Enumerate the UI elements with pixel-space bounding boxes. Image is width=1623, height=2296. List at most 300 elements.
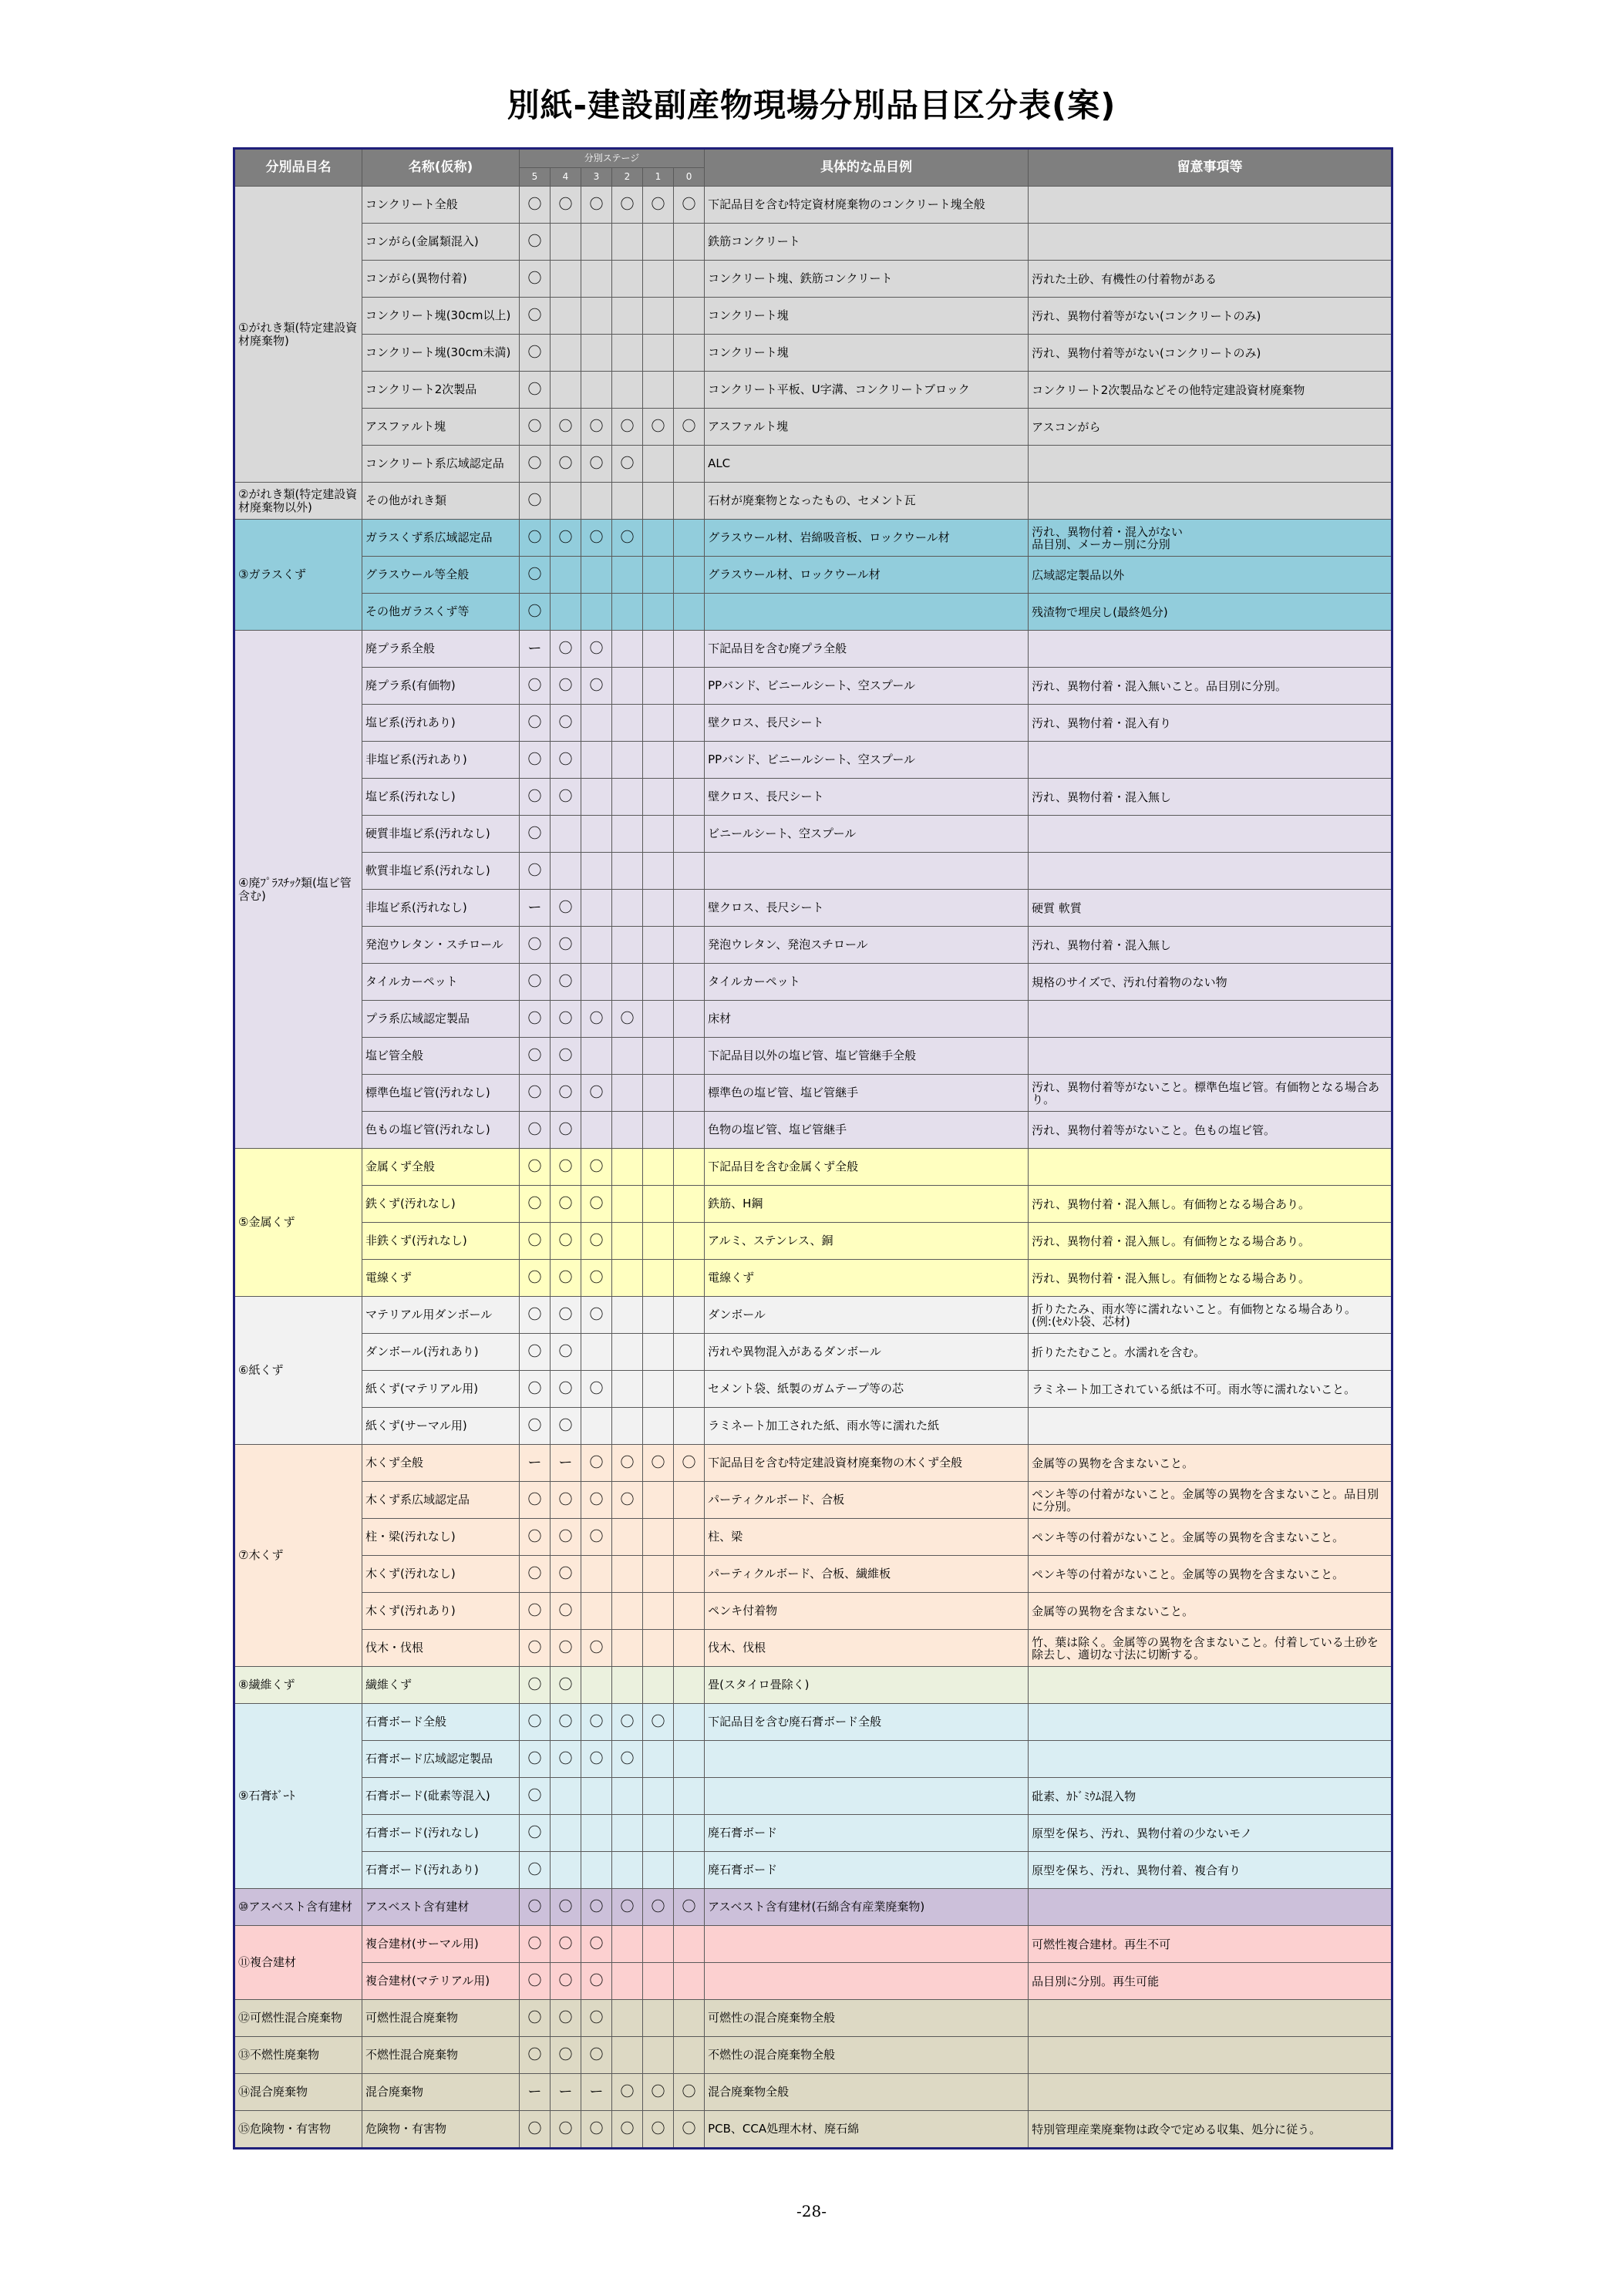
stage-mark-cell xyxy=(612,1408,643,1445)
table-body xyxy=(234,187,1392,2149)
stage-mark-cell: 〇 xyxy=(551,1371,581,1408)
stage-mark-cell: 〇 xyxy=(612,1889,643,1926)
table-row xyxy=(234,1778,1392,1815)
table-row xyxy=(234,2111,1392,2149)
stage-mark-cell xyxy=(551,1778,581,1815)
stage-mark-cell xyxy=(612,298,643,335)
stage-mark-cell xyxy=(643,1741,674,1778)
example-cell: 石材が廃棄物となったもの、セメント瓦 xyxy=(705,483,1029,520)
note-cell: 砒素、ｶﾄﾞﾐｳﾑ混入物 xyxy=(1029,1778,1392,1815)
stage-mark-cell xyxy=(643,520,674,557)
note-cell: 汚れた土砂、有機性の付着物がある xyxy=(1029,261,1392,298)
example-cell: 下記品目以外の塩ビ管、塩ビ管継手全般 xyxy=(705,1038,1029,1075)
stage-mark-cell xyxy=(674,1741,705,1778)
stage-mark-cell: 〇 xyxy=(643,187,674,224)
stage-mark-cell: 〇 xyxy=(520,1556,551,1593)
example-cell: 下記品目を含む廃プラ全般 xyxy=(705,631,1029,668)
category-cell: ③ガラスくず xyxy=(234,520,362,631)
stage-mark-cell: 〇 xyxy=(551,1297,581,1334)
stage-mark-cell: 〇 xyxy=(612,409,643,446)
table-row xyxy=(234,1741,1392,1778)
note-cell: アスコンがら xyxy=(1029,409,1392,446)
category-cell: ⑧繊維くず xyxy=(234,1667,362,1704)
table-row xyxy=(234,1001,1392,1038)
header-example: 具体的な品目例 xyxy=(705,149,1029,187)
stage-mark-cell: 〇 xyxy=(520,1741,551,1778)
stage-mark-cell: 〇 xyxy=(520,668,551,705)
stage-mark-cell xyxy=(674,742,705,779)
stage-mark-cell: 〇 xyxy=(612,2111,643,2149)
stage-mark-cell: 〇 xyxy=(612,1482,643,1519)
note-cell: コンクリート2次製品などその他特定建設資材廃棄物 xyxy=(1029,372,1392,409)
stage-mark-cell xyxy=(643,1852,674,1889)
item-name-cell: アスファルト塊 xyxy=(362,409,520,446)
stage-mark-cell xyxy=(612,372,643,409)
note-cell: 原型を保ち、汚れ、異物付着、複合有り xyxy=(1029,1852,1392,1889)
table-row xyxy=(234,298,1392,335)
example-cell: 可燃性の混合廃棄物全般 xyxy=(705,2000,1029,2037)
stage-mark-cell xyxy=(581,483,612,520)
stage-mark-cell: 〇 xyxy=(551,890,581,927)
item-name-cell: 発泡ウレタン・スチロール xyxy=(362,927,520,964)
example-cell: 畳(スタイロ畳除く) xyxy=(705,1667,1029,1704)
stage-mark-cell xyxy=(674,446,705,483)
stage-mark-cell xyxy=(612,335,643,372)
stage-mark-cell: 〇 xyxy=(612,1704,643,1741)
stage-mark-cell: 〇 xyxy=(520,594,551,631)
stage-mark-cell: 〇 xyxy=(581,446,612,483)
stage-mark-cell xyxy=(643,816,674,853)
example-cell xyxy=(705,1926,1029,1963)
stage-mark-cell: 〇 xyxy=(551,1260,581,1297)
stage-mark-cell xyxy=(674,927,705,964)
note-cell: 汚れ、異物付着等がないこと。色もの塩ビ管。 xyxy=(1029,1112,1392,1149)
stage-mark-cell: 〇 xyxy=(551,1186,581,1223)
stage-mark-cell xyxy=(581,927,612,964)
stage-mark-cell xyxy=(612,779,643,816)
item-name-cell: 硬質非塩ビ系(汚れなし) xyxy=(362,816,520,853)
table-row xyxy=(234,853,1392,890)
stage-mark-cell xyxy=(674,1593,705,1630)
stage-mark-cell: 〇 xyxy=(581,631,612,668)
note-cell: 残渣物で埋戻し(最終処分) xyxy=(1029,594,1392,631)
item-name-cell: 不燃性混合廃棄物 xyxy=(362,2037,520,2074)
note-cell: ペンキ等の付着がないこと。金属等の異物を含まないこと。 xyxy=(1029,1519,1392,1556)
table-row xyxy=(234,1038,1392,1075)
stage-mark-cell: 〇 xyxy=(551,742,581,779)
stage-mark-cell xyxy=(674,224,705,261)
example-cell: 廃石膏ボード xyxy=(705,1852,1029,1889)
stage-mark-cell: 〇 xyxy=(520,1815,551,1852)
stage-mark-cell xyxy=(551,816,581,853)
stage-mark-cell: 〇 xyxy=(551,1223,581,1260)
stage-mark-cell: 〇 xyxy=(551,631,581,668)
stage-mark-cell: 〇 xyxy=(551,1741,581,1778)
note-cell xyxy=(1029,483,1392,520)
stage-mark-cell: 〇 xyxy=(551,1667,581,1704)
table-row xyxy=(234,1556,1392,1593)
category-cell: ⑫可燃性混合廃棄物 xyxy=(234,2000,362,2037)
stage-mark-cell: 〇 xyxy=(612,2074,643,2111)
stage-mark-cell: 〇 xyxy=(612,187,643,224)
stage-mark-cell xyxy=(551,224,581,261)
example-cell: セメント袋、紙製のガムテープ等の芯 xyxy=(705,1371,1029,1408)
stage-mark-cell xyxy=(612,927,643,964)
note-cell: 汚れ、異物付着・混入無いこと。品目別に分別。 xyxy=(1029,668,1392,705)
example-cell: ペンキ付着物 xyxy=(705,1593,1029,1630)
stage-mark-cell xyxy=(674,594,705,631)
stage-mark-cell: 〇 xyxy=(551,1075,581,1112)
table-row xyxy=(234,187,1392,224)
stage-mark-cell xyxy=(643,1778,674,1815)
stage-mark-cell xyxy=(643,335,674,372)
stage-mark-cell xyxy=(612,1778,643,1815)
stage-mark-cell: 〇 xyxy=(551,1482,581,1519)
stage-mark-cell xyxy=(674,853,705,890)
stage-mark-cell: 〇 xyxy=(520,742,551,779)
example-cell xyxy=(705,1963,1029,2000)
stage-mark-cell xyxy=(643,927,674,964)
header-stage-1: 1 xyxy=(643,168,674,187)
note-cell xyxy=(1029,631,1392,668)
stage-mark-cell: 〇 xyxy=(520,1630,551,1667)
stage-mark-cell xyxy=(674,1778,705,1815)
table-row xyxy=(234,261,1392,298)
note-cell xyxy=(1029,2074,1392,2111)
note-cell: 汚れ、異物付着・混入無し。有価物となる場合あり。 xyxy=(1029,1260,1392,1297)
table-row xyxy=(234,594,1392,631)
stage-mark-cell: 〇 xyxy=(551,1630,581,1667)
item-name-cell: 金属くず全般 xyxy=(362,1149,520,1186)
stage-mark-cell xyxy=(551,594,581,631)
note-cell xyxy=(1029,1408,1392,1445)
stage-mark-cell xyxy=(674,1482,705,1519)
stage-mark-cell xyxy=(674,1963,705,2000)
item-name-cell: 木くず(汚れあり) xyxy=(362,1593,520,1630)
item-name-cell: コンがら(金属類混入) xyxy=(362,224,520,261)
stage-mark-cell xyxy=(581,853,612,890)
stage-mark-cell xyxy=(612,1519,643,1556)
item-name-cell: 木くず全般 xyxy=(362,1445,520,1482)
stage-mark-cell xyxy=(612,890,643,927)
stage-mark-cell xyxy=(674,631,705,668)
stage-mark-cell xyxy=(612,1186,643,1223)
stage-mark-cell xyxy=(643,2000,674,2037)
stage-mark-cell xyxy=(612,1371,643,1408)
stage-mark-cell: 〇 xyxy=(612,520,643,557)
table-row xyxy=(234,631,1392,668)
stage-mark-cell xyxy=(612,1334,643,1371)
table-row xyxy=(234,1815,1392,1852)
stage-mark-cell xyxy=(643,779,674,816)
note-cell: 竹、葉は除く。金属等の異物を含まないこと。付着している土砂を除去し、適切な寸法に切断する。 xyxy=(1029,1630,1392,1667)
stage-mark-cell: ー xyxy=(520,1445,551,1482)
category-cell: ⑤金属くず xyxy=(234,1149,362,1297)
stage-mark-cell xyxy=(612,557,643,594)
item-name-cell: 危険物・有害物 xyxy=(362,2111,520,2149)
stage-mark-cell: 〇 xyxy=(581,2000,612,2037)
stage-mark-cell: 〇 xyxy=(551,1038,581,1075)
stage-mark-cell xyxy=(643,557,674,594)
example-cell: パーティクルボード、合板 xyxy=(705,1482,1029,1519)
stage-mark-cell xyxy=(612,705,643,742)
stage-mark-cell: 〇 xyxy=(520,1075,551,1112)
example-cell: 廃石膏ボード xyxy=(705,1815,1029,1852)
note-cell xyxy=(1029,1889,1392,1926)
note-cell: 硬質 軟質 xyxy=(1029,890,1392,927)
example-cell: 発泡ウレタン、発泡スチロール xyxy=(705,927,1029,964)
stage-mark-cell xyxy=(551,372,581,409)
stage-mark-cell xyxy=(643,890,674,927)
item-name-cell: 非塩ビ系(汚れあり) xyxy=(362,742,520,779)
stage-mark-cell xyxy=(612,1075,643,1112)
stage-mark-cell: 〇 xyxy=(581,1186,612,1223)
stage-mark-cell xyxy=(643,1038,674,1075)
stage-mark-cell: 〇 xyxy=(674,2111,705,2149)
stage-mark-cell: 〇 xyxy=(674,187,705,224)
note-cell xyxy=(1029,1149,1392,1186)
stage-mark-cell xyxy=(643,1260,674,1297)
stage-mark-cell xyxy=(612,1963,643,2000)
item-name-cell: その他ガラスくず等 xyxy=(362,594,520,631)
note-cell: 折りたたみ、雨水等に濡れないこと。有価物となる場合あり。 (例:(ｾﾒﾝﾄ袋、芯材) xyxy=(1029,1297,1392,1334)
stage-mark-cell xyxy=(643,1371,674,1408)
stage-mark-cell: 〇 xyxy=(674,1445,705,1482)
stage-mark-cell: 〇 xyxy=(581,1260,612,1297)
example-cell: PPバンド、ビニールシート、空スプール xyxy=(705,668,1029,705)
stage-mark-cell xyxy=(581,1815,612,1852)
header-category: 分別品目名 xyxy=(234,149,362,187)
stage-mark-cell: 〇 xyxy=(674,2074,705,2111)
example-cell: 色物の塩ビ管、塩ビ管継手 xyxy=(705,1112,1029,1149)
stage-mark-cell: 〇 xyxy=(520,2000,551,2037)
item-name-cell: 色もの塩ビ管(汚れなし) xyxy=(362,1112,520,1149)
item-name-cell: 廃プラ系(有価物) xyxy=(362,668,520,705)
table-row xyxy=(234,890,1392,927)
stage-mark-cell xyxy=(551,335,581,372)
table-row xyxy=(234,705,1392,742)
note-cell: 汚れ、異物付着・混入無し xyxy=(1029,927,1392,964)
stage-mark-cell: 〇 xyxy=(520,2037,551,2074)
stage-mark-cell: 〇 xyxy=(581,1223,612,1260)
example-cell: ビニールシート、空スプール xyxy=(705,816,1029,853)
stage-mark-cell: ー xyxy=(551,1445,581,1482)
example-cell: タイルカーペット xyxy=(705,964,1029,1001)
stage-mark-cell: 〇 xyxy=(581,520,612,557)
stage-mark-cell: 〇 xyxy=(520,1334,551,1371)
note-cell xyxy=(1029,1667,1392,1704)
example-cell: ダンボール xyxy=(705,1297,1029,1334)
stage-mark-cell: 〇 xyxy=(581,1704,612,1741)
stage-mark-cell xyxy=(674,1667,705,1704)
stage-mark-cell: 〇 xyxy=(520,1371,551,1408)
stage-mark-cell xyxy=(643,964,674,1001)
stage-mark-cell xyxy=(643,224,674,261)
example-cell: 不燃性の混合廃棄物全般 xyxy=(705,2037,1029,2074)
example-cell: PPバンド、ビニールシート、空スプール xyxy=(705,742,1029,779)
stage-mark-cell xyxy=(674,557,705,594)
stage-mark-cell xyxy=(551,483,581,520)
stage-mark-cell xyxy=(612,224,643,261)
item-name-cell: 塩ビ管全般 xyxy=(362,1038,520,1075)
item-name-cell: 柱・梁(汚れなし) xyxy=(362,1519,520,1556)
category-cell: ④廃ﾌﾟﾗｽﾁｯｸ類(塩ビ管含む) xyxy=(234,631,362,1149)
stage-mark-cell xyxy=(551,298,581,335)
stage-mark-cell xyxy=(674,1630,705,1667)
note-cell: 汚れ、異物付着・混入無し xyxy=(1029,779,1392,816)
item-name-cell: コンクリート全般 xyxy=(362,187,520,224)
stage-mark-cell xyxy=(674,1852,705,1889)
stage-mark-cell: 〇 xyxy=(520,1667,551,1704)
stage-mark-cell xyxy=(674,1001,705,1038)
table-row xyxy=(234,1630,1392,1667)
example-cell: 鉄筋コンクリート xyxy=(705,224,1029,261)
note-cell xyxy=(1029,1704,1392,1741)
note-cell: 汚れ、異物付着・混入有り xyxy=(1029,705,1392,742)
example-cell xyxy=(705,1778,1029,1815)
item-name-cell: 伐木・伐根 xyxy=(362,1630,520,1667)
stage-mark-cell: 〇 xyxy=(520,779,551,816)
table-row xyxy=(234,483,1392,520)
stage-mark-cell: 〇 xyxy=(520,557,551,594)
stage-mark-cell xyxy=(674,1075,705,1112)
stage-mark-cell: 〇 xyxy=(520,927,551,964)
stage-mark-cell: 〇 xyxy=(520,335,551,372)
stage-mark-cell: 〇 xyxy=(520,1926,551,1963)
stage-mark-cell xyxy=(674,1186,705,1223)
stage-mark-cell xyxy=(643,742,674,779)
stage-mark-cell xyxy=(581,557,612,594)
note-cell xyxy=(1029,1741,1392,1778)
stage-mark-cell: 〇 xyxy=(551,187,581,224)
stage-mark-cell: 〇 xyxy=(551,927,581,964)
item-name-cell: 石膏ボード広域認定製品 xyxy=(362,1741,520,1778)
stage-mark-cell: 〇 xyxy=(520,1852,551,1889)
stage-mark-cell: 〇 xyxy=(520,964,551,1001)
stage-mark-cell: 〇 xyxy=(581,1926,612,1963)
stage-mark-cell: 〇 xyxy=(551,2111,581,2149)
stage-mark-cell xyxy=(643,668,674,705)
page-title: 別紙-建設副産物現場分別品目区分表(案) xyxy=(507,86,1116,124)
stage-mark-cell: 〇 xyxy=(581,409,612,446)
stage-mark-cell xyxy=(612,1260,643,1297)
stage-mark-cell xyxy=(674,964,705,1001)
item-name-cell: 標準色塩ビ管(汚れなし) xyxy=(362,1075,520,1112)
stage-mark-cell: 〇 xyxy=(551,409,581,446)
item-name-cell: 可燃性混合廃棄物 xyxy=(362,2000,520,2037)
stage-mark-cell: 〇 xyxy=(520,1889,551,1926)
example-cell: ALC xyxy=(705,446,1029,483)
category-cell: ⑨石膏ﾎﾞｰﾄ xyxy=(234,1704,362,1889)
note-cell: ペンキ等の付着がないこと。金属等の異物を含まないこと。品目別に分別。 xyxy=(1029,1482,1392,1519)
stage-mark-cell xyxy=(643,853,674,890)
note-cell: 汚れ、異物付着・混入がない 品目別、メーカー別に分別 xyxy=(1029,520,1392,557)
stage-mark-cell xyxy=(612,742,643,779)
stage-mark-cell: 〇 xyxy=(551,779,581,816)
table-row xyxy=(234,1926,1392,1963)
stage-mark-cell xyxy=(581,1778,612,1815)
stage-mark-cell xyxy=(612,1667,643,1704)
stage-mark-cell xyxy=(643,1186,674,1223)
table-row xyxy=(234,557,1392,594)
stage-mark-cell: 〇 xyxy=(520,1778,551,1815)
stage-mark-cell xyxy=(612,1630,643,1667)
stage-mark-cell xyxy=(581,1408,612,1445)
stage-mark-cell: 〇 xyxy=(612,1001,643,1038)
stage-mark-cell xyxy=(612,1297,643,1334)
stage-mark-cell xyxy=(643,1297,674,1334)
stage-mark-cell: 〇 xyxy=(520,1001,551,1038)
stage-mark-cell xyxy=(612,1149,643,1186)
example-cell: 下記品目を含む廃石膏ボード全般 xyxy=(705,1704,1029,1741)
stage-mark-cell: 〇 xyxy=(551,520,581,557)
table-row xyxy=(234,1445,1392,1482)
table-row xyxy=(234,1519,1392,1556)
table-row xyxy=(234,2037,1392,2074)
stage-mark-cell xyxy=(643,1112,674,1149)
header-stage: 分別ステージ xyxy=(520,149,705,168)
stage-mark-cell xyxy=(643,1593,674,1630)
example-cell: 伐木、伐根 xyxy=(705,1630,1029,1667)
table-row xyxy=(234,446,1392,483)
stage-mark-cell xyxy=(674,1556,705,1593)
header-stage-3: 3 xyxy=(581,168,612,187)
stage-mark-cell xyxy=(643,2037,674,2074)
stage-mark-cell xyxy=(551,1852,581,1889)
stage-mark-cell xyxy=(643,1408,674,1445)
stage-mark-cell: 〇 xyxy=(520,705,551,742)
item-name-cell: ダンボール(汚れあり) xyxy=(362,1334,520,1371)
note-cell: 金属等の異物を含まないこと。 xyxy=(1029,1445,1392,1482)
example-cell: 柱、梁 xyxy=(705,1519,1029,1556)
stage-mark-cell xyxy=(643,1630,674,1667)
stage-mark-cell xyxy=(643,1075,674,1112)
table-row xyxy=(234,1149,1392,1186)
item-name-cell: コンクリート系広域認定品 xyxy=(362,446,520,483)
stage-mark-cell xyxy=(643,1667,674,1704)
item-name-cell: 複合建材(サーマル用) xyxy=(362,1926,520,1963)
stage-mark-cell: 〇 xyxy=(674,1889,705,1926)
stage-mark-cell xyxy=(581,1852,612,1889)
table-row xyxy=(234,1334,1392,1371)
stage-mark-cell: 〇 xyxy=(551,1593,581,1630)
stage-mark-cell: 〇 xyxy=(581,1519,612,1556)
example-cell: 鉄筋、H鋼 xyxy=(705,1186,1029,1223)
item-name-cell: プラ系広域認定製品 xyxy=(362,1001,520,1038)
table-row xyxy=(234,1482,1392,1519)
stage-mark-cell xyxy=(643,372,674,409)
table-row xyxy=(234,964,1392,1001)
note-cell xyxy=(1029,1038,1392,1075)
stage-mark-cell xyxy=(581,816,612,853)
stage-mark-cell xyxy=(674,1038,705,1075)
stage-mark-cell xyxy=(612,261,643,298)
stage-mark-cell: 〇 xyxy=(520,520,551,557)
table-row xyxy=(234,335,1392,372)
table-row xyxy=(234,409,1392,446)
table-row xyxy=(234,1408,1392,1445)
note-cell: 汚れ、異物付着等がない(コンクリートのみ) xyxy=(1029,335,1392,372)
stage-mark-cell: ー xyxy=(581,2074,612,2111)
stage-mark-cell xyxy=(612,1112,643,1149)
item-name-cell: 混合廃棄物 xyxy=(362,2074,520,2111)
stage-mark-cell: 〇 xyxy=(551,1001,581,1038)
stage-mark-cell xyxy=(643,1149,674,1186)
table-row xyxy=(234,2074,1392,2111)
stage-mark-cell: 〇 xyxy=(520,261,551,298)
stage-mark-cell xyxy=(612,1926,643,1963)
table-row xyxy=(234,742,1392,779)
